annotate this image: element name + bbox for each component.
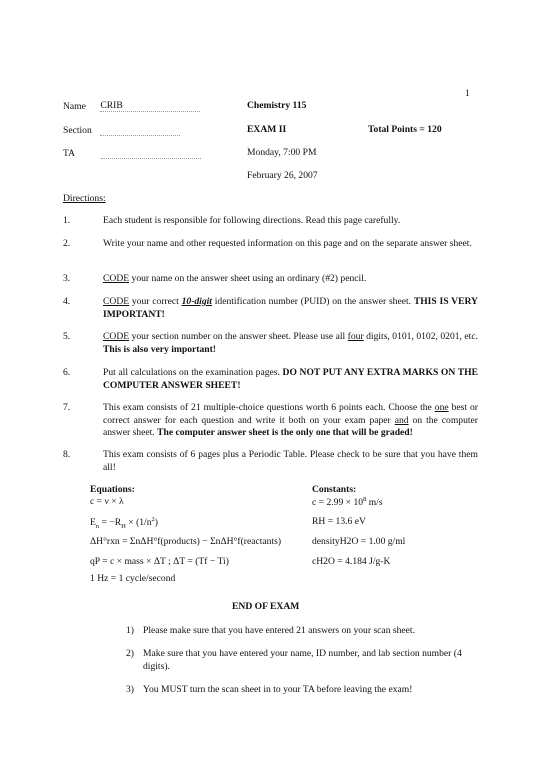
exam-title: EXAM II <box>247 124 287 135</box>
constant-water-specific-heat: cH2O = 4.184 J/g-K <box>312 556 391 567</box>
end-note-1-text: Please make sure that you have entered 21 answers on your scan sheet. <box>143 625 415 636</box>
item-1-number: 1. <box>63 215 71 226</box>
ta-field <box>101 147 201 159</box>
directions-title: Directions: <box>63 193 106 204</box>
item-3-number: 3. <box>63 273 71 284</box>
exam-date: February 26, 2007 <box>247 170 318 181</box>
exam-day-time: Monday, 7:00 PM <box>247 147 317 158</box>
equation-hertz: 1 Hz = 1 cycle/second <box>90 573 176 584</box>
name-field: CRIB <box>100 100 200 112</box>
item-5-number: 5. <box>63 331 71 342</box>
end-note-3-number: 3) <box>126 684 134 695</box>
section-label: Section <box>63 124 180 136</box>
constants-title: Constants: <box>312 484 357 495</box>
total-points: Total Points = 120 <box>368 124 442 135</box>
item-5-text: CODE your section number on the answer sheet. Please use all four digits, 0101, 0102, 0201, etc. This is also very important! <box>103 331 478 355</box>
end-note-2-text: Make sure that you have entered your name, ID number, and lab section number (4 digits). <box>143 648 462 672</box>
end-note-3-text: You MUST turn the scan sheet in to your TA before leaving the exam! <box>143 684 413 695</box>
equations-title: Equations: <box>90 484 135 495</box>
equation-heat: qP = c × mass × ΔT ; ΔT = (Tf − Ti) <box>90 556 229 567</box>
equation-enthalpy: ΔH°rxn = ΣnΔH°f(products) − ΣnΔH°f(reactants) <box>90 536 282 547</box>
name-label: Name CRIB <box>63 100 200 112</box>
constant-rydberg: RH = 13.6 eV <box>312 516 366 527</box>
item-4-number: 4. <box>63 296 71 307</box>
end-note-2-number: 2) <box>126 648 134 659</box>
item-6-text: Put all calculations on the examination pages. DO NOT PUT ANY EXTRA MARKS ON THE COMPUTER ANSWER SHEET! <box>103 367 478 391</box>
item-6-number: 6. <box>63 367 71 378</box>
item-1-text: Each student is responsible for following directions. Read this page carefully. <box>103 215 401 226</box>
constant-light-speed: $c = 2.99 \times 10^8$ m/s <box>312 496 383 509</box>
item-2-text: Write your name and other requested information on this page and on the separate answer sheet. <box>103 238 472 249</box>
ta-label: TA <box>63 147 201 159</box>
equation-wave: c = ν × λ <box>90 496 124 507</box>
item-2-number: 2. <box>63 238 71 249</box>
course-title: Chemistry 115 <box>247 100 307 111</box>
item-8-text: This exam consists of 6 pages plus a Periodic Table. Please check to be sure that you have them all! <box>103 449 478 473</box>
item-3-text: CODE your name on the answer sheet using an ordinary (#2) pencil. <box>103 273 367 284</box>
section-field <box>100 124 180 136</box>
item-8-number: 8. <box>63 449 71 460</box>
item-4-text: CODE your correct 10-digit identification number (PUID) on the answer sheet. THIS IS VERY IMPORTANT! <box>103 296 478 320</box>
end-note-1-number: 1) <box>126 625 134 636</box>
item-7-text: This exam consists of 21 multiple-choice questions worth 6 points each. Choose the one best or correct answer for each question and write it both on your exam paper and on the computer answer sheet. The computer answer sheet is the only one that will be graded! <box>103 402 478 438</box>
equation-energy: $E_n = -R_H \times (1/n^2)$ <box>90 516 158 531</box>
end-of-exam-title: END OF EXAM <box>232 601 300 612</box>
constant-water-density: densityH2O = 1.00 g/ml <box>312 536 406 547</box>
item-7-number: 7. <box>63 402 71 413</box>
page-number: 1 <box>465 88 470 99</box>
